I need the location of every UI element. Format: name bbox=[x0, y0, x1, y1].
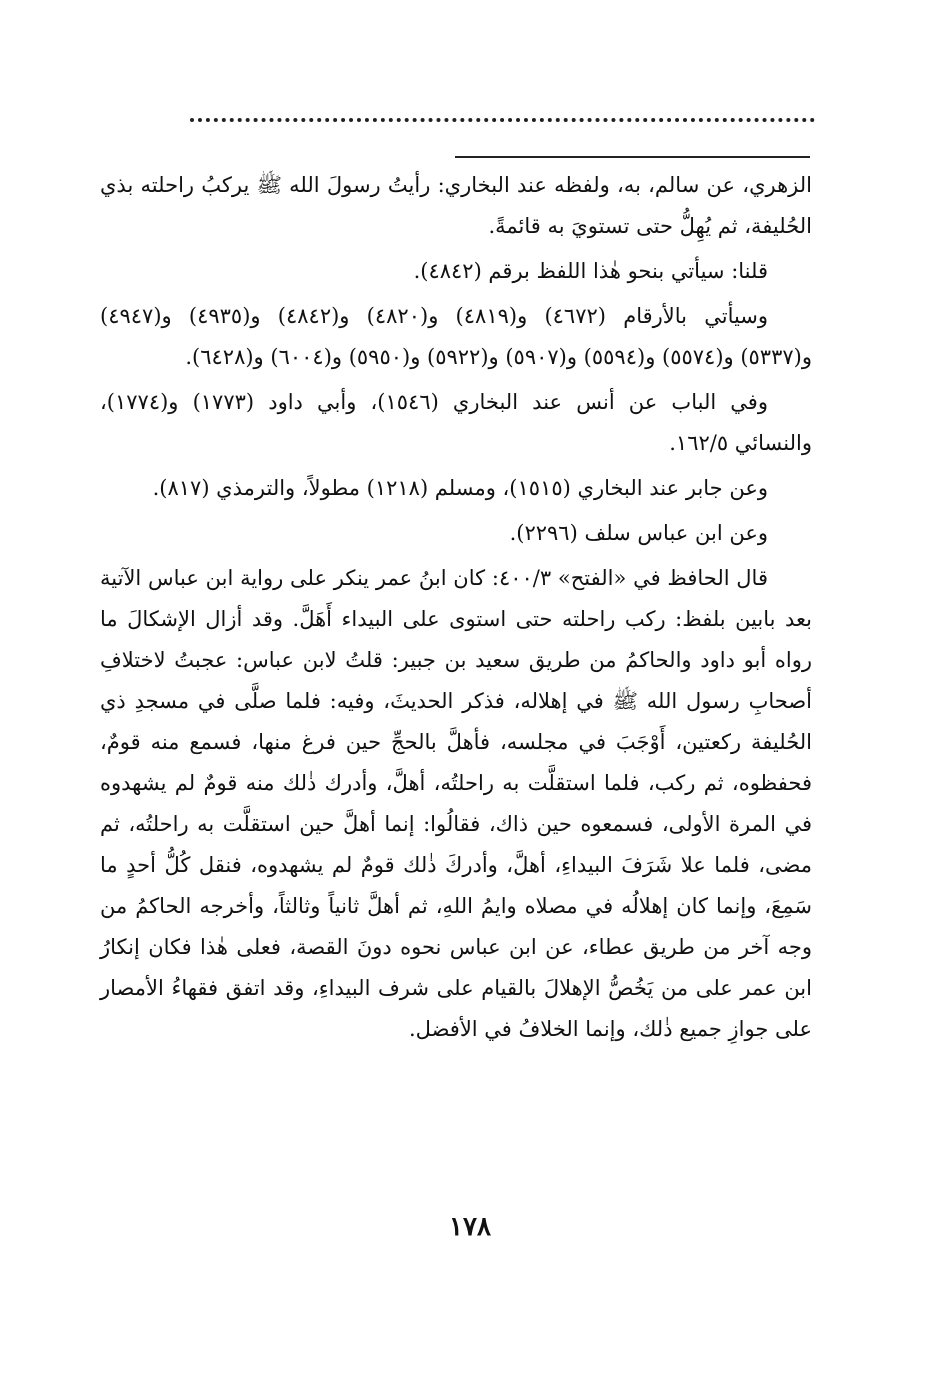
paragraph-ibn-abbas: وعن ابن عباس سلف (٢٢٩٦). bbox=[509, 521, 768, 545]
footnote-rule bbox=[455, 156, 810, 158]
paragraph-hadith-text: الزهري، عن سالم، به، ولفظه عند البخاري: رأيتُ رسولَ الله ﷺ يركبُ راحلته بذي الحُليفة، ثم يُهِلُّ حتى تستويَ به قائمةً. bbox=[100, 173, 812, 238]
paragraph-al-hafiz-quote: قال الحافظ في «الفتح» ٤٠٠/٣: كان ابنُ عمر ينكر على رواية ابن عباس الآتية بعد بابين بلفظ: ركب راحلته حتى استوى على البيداء أَهَلَّ. وقد أزال الإشكالَ ما رواه أبو داود والحاكمُ من طريق سعيد بن جبير: قلتُ لابن عباس: عجبتُ لاختلافِ أصحابِ رسول الله ﷺ في إهلاله، فذكر الحديثَ، وفيه: فلما صلَّى في مسجدِ ذي الحُليفة ركعتين، أَوْجَبَ في مجلسه، فأهلَّ بالحجِّ حين فرغ منها، فسمع منه قومٌ، فحفظوه، ثم ركب، فلما استقلَّت به راحلتُه، أهلَّ، وأدرك ذٰلك منه قومٌ لم يشهدوه في المرة الأولى، فسمعوه حين ذاك، فقالُوا: إنما أهلَّ حين استقلَّت به راحلتُه، ثم مضى، فلما علا شَرَفَ البيداءِ، أهلَّ، وأدركَ ذٰلك قومٌ لم يشهدوه، فنقل كُلُّ أحدٍ ما سَمِعَ، وإنما كان إهلالُه في مصلاه وايمُ اللهِ، ثم أهلَّ ثانياً وثالثاً، وأخرجه الحاكمُ من وجه آخر من طريق عطاء، عن ابن عباس نحوه دونَ القصة، فعلى هٰذا فكان إنكارُ ابن عمر على من يَخُصُّ الإهلالَ بالقيام على شرف البيداءِ، وقد اتفق فقهاءُ الأمصار على جوازِ جميع ذٰلك، وإنما الخلافُ في الأفضل. bbox=[100, 566, 812, 1041]
dotted-separator bbox=[190, 118, 815, 138]
paragraph-cross-reference: قلنا: سيأتي بنحو هٰذا اللفظ برقم (٤٨٤٢). bbox=[413, 259, 768, 283]
paragraph-jabir: وعن جابر عند البخاري (١٥١٥)، ومسلم (١٢١٨) مطولاً، والترمذي (٨١٧). bbox=[152, 476, 768, 500]
footnote-body bbox=[100, 165, 812, 1054]
page-number: ١٧٨ bbox=[449, 1212, 491, 1242]
paragraph-numbers-list: وسيأتي بالأرقام (٤٦٧٢) و(٤٨١٩) و(٤٨٢٠) و(٤٨٤٢) و(٤٩٣٥) و(٤٩٤٧) و(٥٣٣٧) و(٥٥٧٤) و(٥٥٩٤) و(٥٩٠٧) و(٥٩٢٢) و(٥٩٥٠) و(٦٠٠٤) و(٦٤٢٨). bbox=[100, 304, 812, 369]
paragraph-anas: وفي الباب عن أنس عند البخاري (١٥٤٦)، وأبي داود (١٧٧٣) و(١٧٧٤)، والنسائي ١٦٢/٥. bbox=[100, 390, 812, 455]
